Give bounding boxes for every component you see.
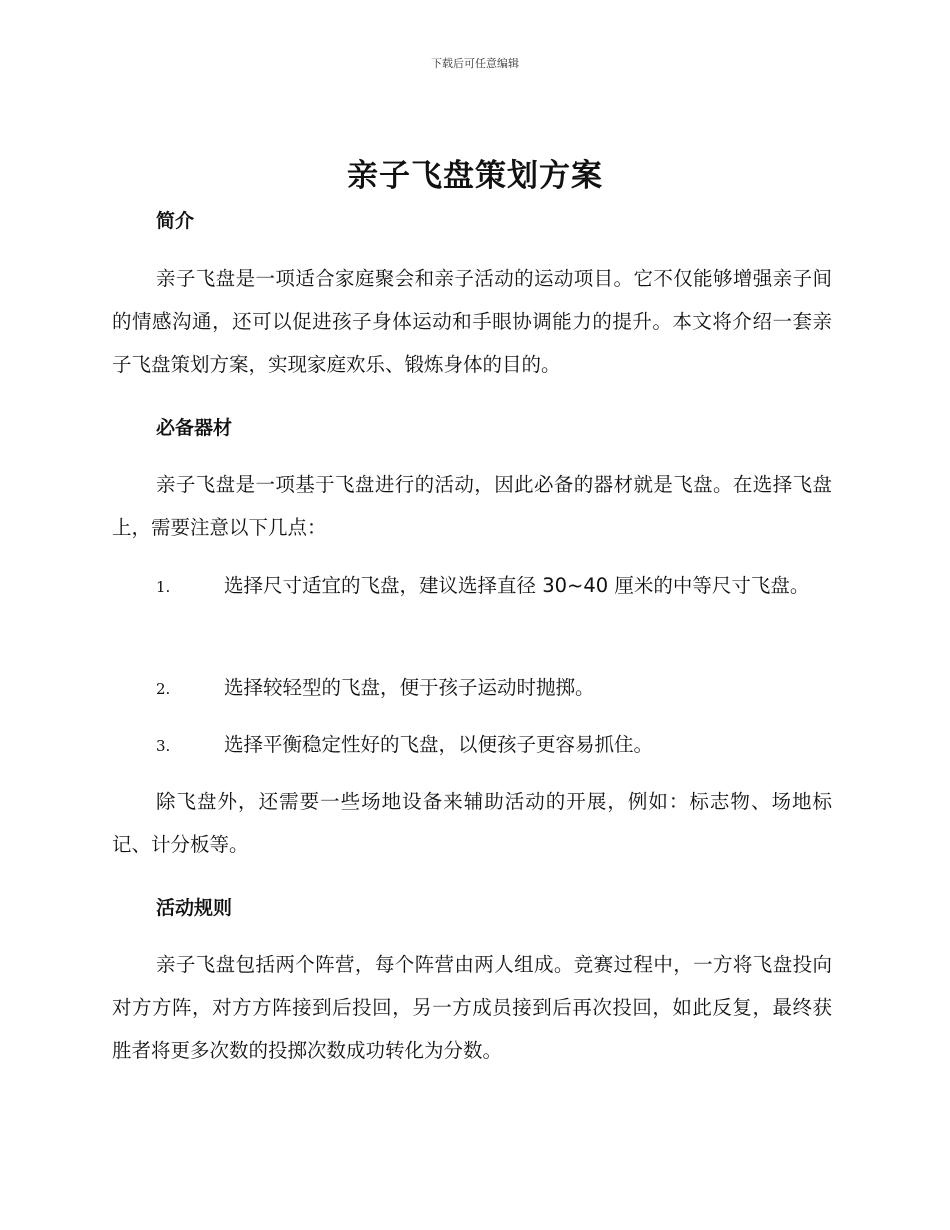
list-number: 2. (156, 680, 171, 698)
equipment-outro-paragraph: 除飞盘外，还需要一些场地设备来辅助活动的开展，例如：标志物、场地标记、计分板等。 (112, 790, 832, 856)
section-heading-intro: 简介 (156, 210, 195, 232)
section-heading-equipment: 必备器材 (156, 417, 233, 439)
list-item (112, 666, 832, 711)
list-item-text: 选择平衡稳定性好的飞盘，以便孩子更容易抓住。 (224, 733, 654, 756)
intro-paragraph: 亲子飞盘是一项适合家庭聚会和亲子活动的运动项目。它不仅能够增强亲子间的情感沟通，还可以促进孩子身体运动和手眼协调能力的提升。本文将介绍一套亲子飞盘策划方案，实现家庭欢乐、锻炼身体的目的。 (112, 267, 832, 376)
list-item (112, 564, 832, 609)
section-heading-rules: 活动规则 (156, 897, 233, 919)
list-item (112, 723, 832, 768)
equipment-intro-paragraph: 亲子飞盘是一项基于飞盘进行的活动，因此必备的器材就是飞盘。在选择飞盘上，需要注意以下几点： (112, 473, 832, 539)
header-note: 下载后可任意编辑 (431, 57, 519, 70)
rules-paragraph: 亲子飞盘包括两个阵营，每个阵营由两人组成。竞赛过程中，一方将飞盘投向对方方阵，对方方阵接到后投回，另一方成员接到后再次投回，如此反复，最终获胜者将更多次数的投掷次数成功转化为分数。 (112, 953, 832, 1062)
list-number: 3. (156, 737, 171, 755)
list-item-text: 选择尺寸适宜的飞盘，建议选择直径 30~40 厘米的中等尺寸飞盘。 (224, 574, 810, 597)
document-title: 亲子飞盘策划方案 (347, 158, 603, 194)
list-number: 1. (156, 578, 171, 596)
list-item-text: 选择较轻型的飞盘，便于孩子运动时抛掷。 (224, 676, 595, 699)
